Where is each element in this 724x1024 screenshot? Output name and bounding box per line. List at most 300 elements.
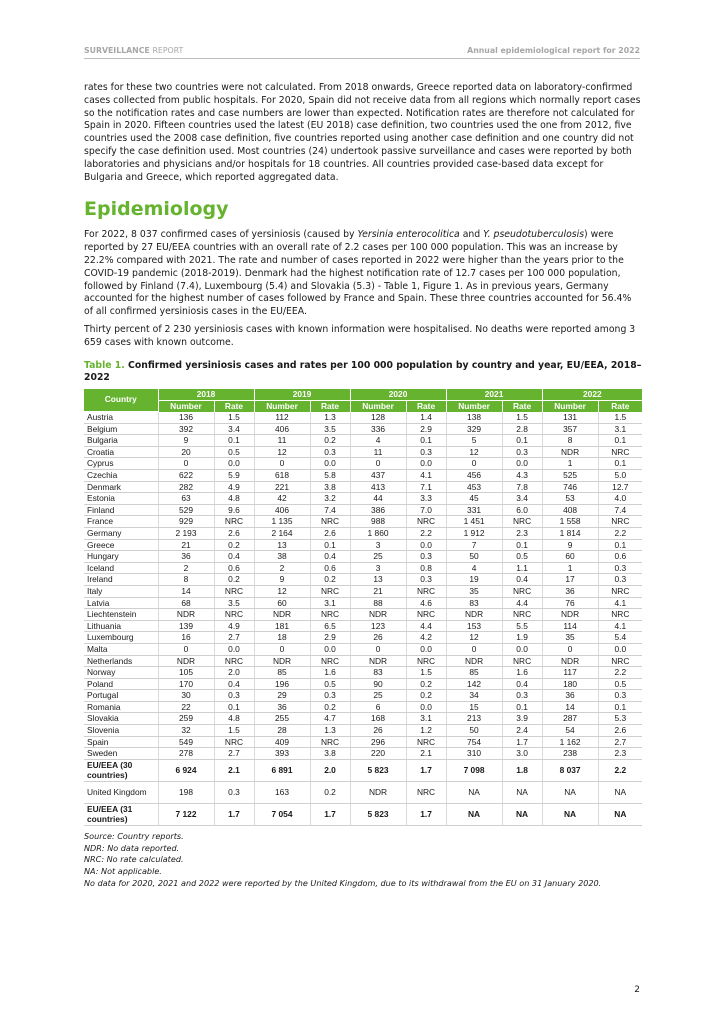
- number-cell: 746: [542, 481, 598, 493]
- rate-cell: 0.4: [502, 678, 542, 690]
- rate-cell: 3.1: [598, 423, 642, 435]
- epidemiology-paragraph-2: Thirty percent of 2 230 yersiniosis cases with known information were hospitalised. No deaths were reported among 3 659 cases with known outcome.: [84, 323, 636, 348]
- intro-paragraph: rates for these two countries were not calculated. From 2018 onwards, Greece reported data on laboratory-confirmed cases collected from public hospitals. For 2020, Spain did not receive data from all regions which normally report cases so the notification rates and case numbers are lower than expected. Notification rates are therefore not calculated for Spain in 2020. Fifteen countries used the latest (EU 2018) case definition, two countries used the one from 2012, five countries used the 2008 case definition, five countries reported using another case definition and one country did not specify the case definition used. Most countries (24) undertook passive surveillance and cases were reported by both laboratories and physicians and/or hospitals for 18 countries. All countries provided case-based data except for Bulgaria and Greece, which reported aggregated data.: [84, 82, 641, 183]
- number-cell: 331: [446, 504, 502, 516]
- number-cell: 105: [158, 667, 214, 679]
- rate-cell: 4.4: [502, 597, 542, 609]
- rate-cell: 1.4: [406, 412, 446, 424]
- table-row: [84, 620, 642, 632]
- table-header-subcolumns: [84, 400, 642, 412]
- rate-cell: NRC: [598, 446, 642, 458]
- number-cell: 14: [542, 701, 598, 713]
- country-cell: Belgium: [84, 423, 158, 435]
- number-header: Number: [158, 400, 214, 412]
- rate-cell: 4.9: [214, 481, 254, 493]
- number-header: Number: [446, 400, 502, 412]
- number-cell: 30: [158, 690, 214, 702]
- rate-cell: 0.1: [214, 435, 254, 447]
- number-cell: 35: [446, 585, 502, 597]
- number-cell: 0: [542, 643, 598, 655]
- rate-cell: 0.5: [310, 678, 350, 690]
- number-cell: 45: [446, 493, 502, 505]
- rate-cell: 0.0: [214, 458, 254, 470]
- number-cell: 0: [158, 458, 214, 470]
- rate-cell: 2.6: [214, 527, 254, 539]
- number-cell: 54: [542, 725, 598, 737]
- rate-cell: 4.8: [214, 713, 254, 725]
- number-cell: NDR: [158, 609, 214, 621]
- country-cell: Romania: [84, 701, 158, 713]
- table-row: [84, 597, 642, 609]
- table-row: [84, 527, 642, 539]
- country-cell: Croatia: [84, 446, 158, 458]
- report-series-label: SURVEILLANCE REPORT: [84, 46, 184, 55]
- country-cell: Finland: [84, 504, 158, 516]
- rate-cell: NRC: [406, 585, 446, 597]
- rate-cell: 0.3: [598, 562, 642, 574]
- table-row: [84, 701, 642, 713]
- table-caption: Table 1. Confirmed yersiniosis cases and rates per 100 000 population by country and year, EU/EEA, 2018–2022: [84, 359, 642, 383]
- number-cell: 138: [446, 412, 502, 424]
- rate-cell: 0.2: [310, 435, 350, 447]
- country-column-header: Country: [84, 389, 158, 412]
- rate-cell: 2.3: [598, 748, 642, 760]
- rate-cell: 2.8: [502, 423, 542, 435]
- number-cell: 68: [158, 597, 214, 609]
- table-row: [84, 516, 642, 528]
- rate-cell: 0.1: [598, 458, 642, 470]
- rate-cell: NRC: [214, 516, 254, 528]
- number-cell: 181: [254, 620, 310, 632]
- number-cell: NDR: [542, 655, 598, 667]
- rate-cell: 2.7: [214, 748, 254, 760]
- number-cell: 336: [350, 423, 406, 435]
- country-cell: Poland: [84, 678, 158, 690]
- number-cell: 7: [446, 539, 502, 551]
- number-cell: 409: [254, 736, 310, 748]
- number-cell: 60: [542, 551, 598, 563]
- number-cell: 6 924: [158, 759, 214, 781]
- rate-cell: NRC: [310, 655, 350, 667]
- rate-cell: 0.0: [310, 643, 350, 655]
- table-row: [84, 504, 642, 516]
- number-cell: 17: [542, 574, 598, 586]
- rate-cell: NRC: [310, 609, 350, 621]
- table-row: [84, 470, 642, 482]
- number-cell: 357: [542, 423, 598, 435]
- rate-cell: 3.3: [406, 493, 446, 505]
- number-cell: 36: [254, 701, 310, 713]
- rate-cell: 2.1: [406, 748, 446, 760]
- total-row-eu31: [84, 803, 642, 825]
- rate-cell: 3.4: [502, 493, 542, 505]
- rate-cell: 1.6: [310, 667, 350, 679]
- rate-cell: 2.2: [598, 527, 642, 539]
- number-cell: 437: [350, 470, 406, 482]
- country-cell: Sweden: [84, 748, 158, 760]
- page-header: [84, 46, 640, 59]
- rate-cell: 2.0: [310, 759, 350, 781]
- rate-cell: 2.2: [598, 759, 642, 781]
- number-cell: 14: [158, 585, 214, 597]
- rate-cell: 0.3: [310, 690, 350, 702]
- number-cell: 5 823: [350, 803, 406, 825]
- rate-cell: 0.1: [598, 435, 642, 447]
- rate-cell: 1.7: [502, 736, 542, 748]
- number-cell: 282: [158, 481, 214, 493]
- rate-cell: 1.5: [598, 412, 642, 424]
- rate-cell: 2.6: [598, 725, 642, 737]
- yersiniosis-table: [84, 389, 642, 826]
- rate-header: Rate: [214, 400, 254, 412]
- number-cell: 408: [542, 504, 598, 516]
- number-cell: 1 814: [542, 527, 598, 539]
- number-cell: 456: [446, 470, 502, 482]
- country-cell: Ireland: [84, 574, 158, 586]
- country-cell: Hungary: [84, 551, 158, 563]
- number-cell: NA: [446, 803, 502, 825]
- rate-cell: NA: [598, 781, 642, 803]
- rate-cell: 0.1: [598, 539, 642, 551]
- rate-cell: 7.4: [598, 504, 642, 516]
- number-cell: 618: [254, 470, 310, 482]
- number-cell: 929: [158, 516, 214, 528]
- number-cell: NDR: [350, 781, 406, 803]
- number-cell: 90: [350, 678, 406, 690]
- rate-cell: 0.3: [406, 574, 446, 586]
- number-cell: 44: [350, 493, 406, 505]
- rate-cell: 0.2: [310, 701, 350, 713]
- rate-cell: NRC: [406, 655, 446, 667]
- number-cell: 9: [158, 435, 214, 447]
- rate-cell: 0.3: [502, 446, 542, 458]
- rate-cell: 2.2: [598, 667, 642, 679]
- rate-cell: 3.8: [310, 481, 350, 493]
- number-cell: NDR: [542, 446, 598, 458]
- number-cell: 5 823: [350, 759, 406, 781]
- rate-cell: 0.4: [310, 551, 350, 563]
- rate-cell: 0.3: [214, 690, 254, 702]
- rate-cell: 0.3: [406, 446, 446, 458]
- number-cell: 754: [446, 736, 502, 748]
- rate-cell: NRC: [502, 516, 542, 528]
- country-cell: Iceland: [84, 562, 158, 574]
- rate-cell: NRC: [598, 585, 642, 597]
- number-cell: NDR: [446, 655, 502, 667]
- rate-cell: NRC: [502, 655, 542, 667]
- rate-cell: NA: [502, 781, 542, 803]
- number-header: Number: [254, 400, 310, 412]
- rate-cell: 3.1: [406, 713, 446, 725]
- rate-cell: NRC: [214, 655, 254, 667]
- rate-cell: NRC: [406, 781, 446, 803]
- table-row: [84, 609, 642, 621]
- rate-cell: 3.0: [502, 748, 542, 760]
- rate-cell: 0.0: [502, 458, 542, 470]
- number-cell: 7 098: [446, 759, 502, 781]
- country-cell: Liechtenstein: [84, 609, 158, 621]
- number-cell: 15: [446, 701, 502, 713]
- rate-cell: NA: [502, 803, 542, 825]
- number-cell: 13: [350, 574, 406, 586]
- table-row: [84, 632, 642, 644]
- table-row: [84, 574, 642, 586]
- country-cell: Estonia: [84, 493, 158, 505]
- rate-cell: 0.1: [502, 539, 542, 551]
- rate-cell: NRC: [598, 655, 642, 667]
- rate-cell: 0.3: [598, 690, 642, 702]
- rate-cell: 0.6: [598, 551, 642, 563]
- number-cell: 34: [446, 690, 502, 702]
- number-cell: 8: [542, 435, 598, 447]
- rate-cell: 0.3: [406, 551, 446, 563]
- country-cell: Germany: [84, 527, 158, 539]
- country-cell: Latvia: [84, 597, 158, 609]
- country-cell: Lithuania: [84, 620, 158, 632]
- number-cell: 38: [254, 551, 310, 563]
- report-title: Annual epidemiological report for 2022: [467, 46, 640, 55]
- year-header-2020: 2020: [350, 389, 446, 401]
- number-cell: 16: [158, 632, 214, 644]
- rate-cell: 4.1: [598, 620, 642, 632]
- rate-cell: 2.7: [598, 736, 642, 748]
- rate-cell: 1.5: [214, 412, 254, 424]
- rate-cell: 0.4: [214, 551, 254, 563]
- rate-cell: 3.5: [310, 423, 350, 435]
- number-cell: 83: [446, 597, 502, 609]
- table-row: [84, 678, 642, 690]
- rate-cell: NRC: [406, 516, 446, 528]
- number-cell: 4: [350, 435, 406, 447]
- number-cell: 2 164: [254, 527, 310, 539]
- number-cell: 36: [542, 585, 598, 597]
- number-cell: 549: [158, 736, 214, 748]
- number-cell: 123: [350, 620, 406, 632]
- document-body: [84, 82, 642, 890]
- number-cell: 529: [158, 504, 214, 516]
- country-cell: Italy: [84, 585, 158, 597]
- country-cell: United Kingdom: [84, 781, 158, 803]
- number-cell: 19: [446, 574, 502, 586]
- rate-cell: 0.2: [214, 539, 254, 551]
- country-cell: Cyprus: [84, 458, 158, 470]
- rate-cell: NRC: [406, 609, 446, 621]
- rate-cell: 0.3: [502, 690, 542, 702]
- table-row: [84, 713, 642, 725]
- country-cell: EU/EEA (31 countries): [84, 803, 158, 825]
- rate-cell: 2.0: [214, 667, 254, 679]
- rate-cell: 4.6: [406, 597, 446, 609]
- number-cell: 2: [158, 562, 214, 574]
- rate-cell: 0.0: [406, 539, 446, 551]
- number-cell: 142: [446, 678, 502, 690]
- country-cell: Slovakia: [84, 713, 158, 725]
- rate-cell: 0.2: [406, 690, 446, 702]
- number-cell: 28: [254, 725, 310, 737]
- number-cell: 9: [542, 539, 598, 551]
- rate-cell: NRC: [214, 736, 254, 748]
- rate-cell: 0.2: [310, 574, 350, 586]
- number-cell: NA: [542, 803, 598, 825]
- rate-cell: 1.3: [310, 412, 350, 424]
- rate-cell: 0.8: [406, 562, 446, 574]
- rate-cell: 5.8: [310, 470, 350, 482]
- number-cell: 3: [350, 562, 406, 574]
- number-cell: 85: [254, 667, 310, 679]
- table-body: [84, 412, 642, 826]
- table-row: [84, 736, 642, 748]
- rate-cell: 5.4: [598, 632, 642, 644]
- rate-cell: 0.0: [406, 458, 446, 470]
- species-name-2: Y. pseudotuberculosis: [483, 229, 585, 241]
- country-cell: Greece: [84, 539, 158, 551]
- number-cell: 63: [158, 493, 214, 505]
- rate-header: Rate: [598, 400, 642, 412]
- species-name-1: Yersinia enterocolitica: [357, 229, 460, 241]
- rate-cell: NRC: [598, 516, 642, 528]
- country-cell: Malta: [84, 643, 158, 655]
- number-cell: 117: [542, 667, 598, 679]
- rate-header: Rate: [406, 400, 446, 412]
- number-cell: 83: [350, 667, 406, 679]
- total-row-eu30: [84, 759, 642, 781]
- rate-cell: 0.3: [598, 574, 642, 586]
- number-cell: NDR: [254, 655, 310, 667]
- number-cell: 180: [542, 678, 598, 690]
- number-cell: NDR: [446, 609, 502, 621]
- number-cell: NDR: [254, 609, 310, 621]
- country-cell: EU/EEA (30 countries): [84, 759, 158, 781]
- rate-cell: 9.6: [214, 504, 254, 516]
- rate-cell: 1.2: [406, 725, 446, 737]
- number-cell: 32: [158, 725, 214, 737]
- rate-cell: 1.1: [502, 562, 542, 574]
- number-cell: 1: [542, 562, 598, 574]
- rate-cell: NRC: [214, 585, 254, 597]
- rate-cell: NRC: [502, 609, 542, 621]
- number-cell: 136: [158, 412, 214, 424]
- rate-cell: 2.6: [310, 527, 350, 539]
- number-cell: 12: [254, 585, 310, 597]
- country-cell: Slovenia: [84, 725, 158, 737]
- number-header: Number: [350, 400, 406, 412]
- rate-cell: 0.1: [406, 435, 446, 447]
- rate-cell: 0.2: [310, 781, 350, 803]
- number-cell: 26: [350, 632, 406, 644]
- note-na: NA: Not applicable.: [84, 866, 162, 877]
- rate-cell: 1.7: [406, 759, 446, 781]
- number-cell: 5: [446, 435, 502, 447]
- number-cell: 9: [254, 574, 310, 586]
- table-row: [84, 562, 642, 574]
- number-cell: 2 193: [158, 527, 214, 539]
- number-cell: 198: [158, 781, 214, 803]
- number-cell: 139: [158, 620, 214, 632]
- number-cell: 20: [158, 446, 214, 458]
- year-header-2019: 2019: [254, 389, 350, 401]
- rate-cell: 2.3: [502, 527, 542, 539]
- table-row: [84, 435, 642, 447]
- number-cell: 413: [350, 481, 406, 493]
- rate-cell: 6.0: [502, 504, 542, 516]
- table-row: [84, 539, 642, 551]
- table-row: [84, 725, 642, 737]
- number-cell: 163: [254, 781, 310, 803]
- number-cell: 131: [542, 412, 598, 424]
- number-cell: 8: [158, 574, 214, 586]
- number-cell: 287: [542, 713, 598, 725]
- rate-cell: 5.0: [598, 470, 642, 482]
- rate-cell: 0.4: [214, 678, 254, 690]
- rate-cell: 3.8: [310, 748, 350, 760]
- rate-header: Rate: [502, 400, 542, 412]
- number-cell: 168: [350, 713, 406, 725]
- rate-cell: 0.4: [502, 574, 542, 586]
- rate-cell: 3.9: [502, 713, 542, 725]
- table-row: [84, 458, 642, 470]
- rate-cell: 0.1: [502, 701, 542, 713]
- rate-cell: 0.2: [214, 574, 254, 586]
- number-cell: 0: [446, 643, 502, 655]
- number-cell: 112: [254, 412, 310, 424]
- section-heading-epidemiology: Epidemiology: [84, 198, 229, 221]
- rate-cell: 0.1: [502, 435, 542, 447]
- rate-cell: 0.0: [214, 643, 254, 655]
- number-cell: 329: [446, 423, 502, 435]
- rate-cell: 4.3: [502, 470, 542, 482]
- number-cell: 1: [542, 458, 598, 470]
- rate-cell: 4.1: [406, 470, 446, 482]
- number-cell: 259: [158, 713, 214, 725]
- number-cell: 36: [542, 690, 598, 702]
- number-cell: 393: [254, 748, 310, 760]
- number-cell: 238: [542, 748, 598, 760]
- number-cell: 0: [350, 643, 406, 655]
- table-row: [84, 748, 642, 760]
- number-cell: 1 558: [542, 516, 598, 528]
- number-cell: 255: [254, 713, 310, 725]
- note-nrc: NRC: No rate calculated.: [84, 854, 184, 865]
- number-cell: 12: [446, 632, 502, 644]
- number-cell: 53: [542, 493, 598, 505]
- rate-cell: 1.9: [502, 632, 542, 644]
- rate-cell: 1.5: [214, 725, 254, 737]
- number-cell: 114: [542, 620, 598, 632]
- rate-cell: 2.1: [214, 759, 254, 781]
- rate-cell: NRC: [310, 736, 350, 748]
- table-row: [84, 493, 642, 505]
- number-cell: 310: [446, 748, 502, 760]
- number-cell: 406: [254, 504, 310, 516]
- rate-cell: 4.1: [598, 597, 642, 609]
- table-row-uk: [84, 781, 642, 803]
- rate-cell: 1.5: [502, 412, 542, 424]
- number-cell: 88: [350, 597, 406, 609]
- rate-cell: 4.8: [214, 493, 254, 505]
- rate-cell: 0.1: [310, 539, 350, 551]
- number-cell: 220: [350, 748, 406, 760]
- rate-cell: 7.4: [310, 504, 350, 516]
- rate-cell: 0.3: [310, 446, 350, 458]
- rate-cell: 2.9: [406, 423, 446, 435]
- rate-cell: 4.7: [310, 713, 350, 725]
- rate-cell: NRC: [406, 736, 446, 748]
- rate-cell: 0.3: [214, 781, 254, 803]
- rate-cell: 0.5: [598, 678, 642, 690]
- table-row: [84, 423, 642, 435]
- number-cell: 1 162: [542, 736, 598, 748]
- number-cell: 11: [254, 435, 310, 447]
